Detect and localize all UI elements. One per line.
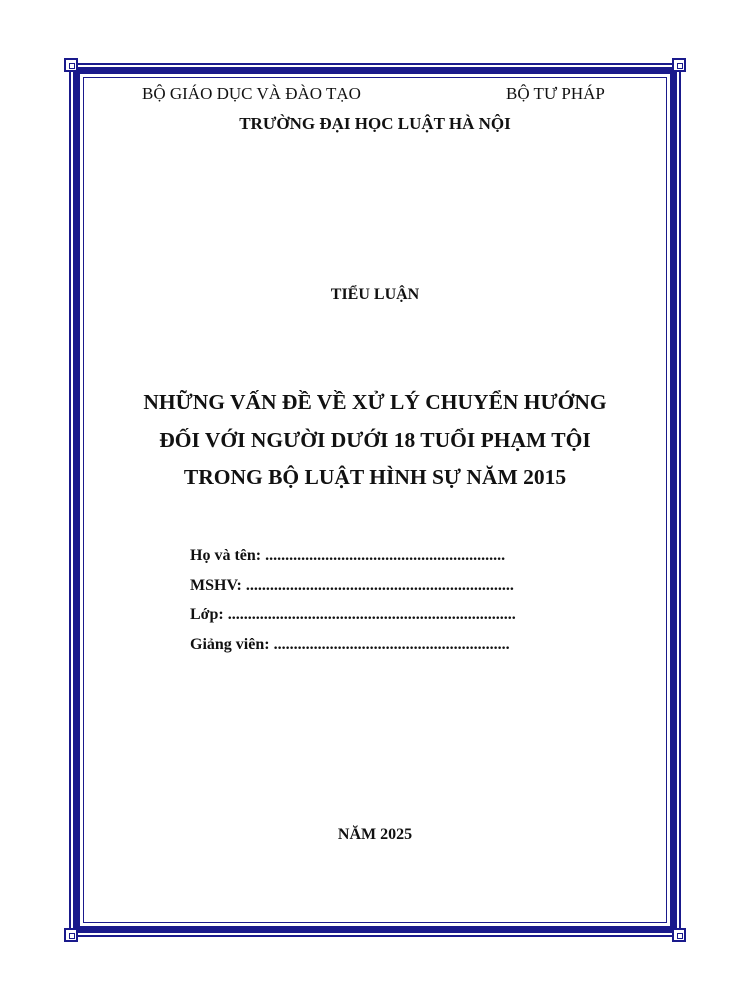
essay-title-line-1: NHỮNG VẤN ĐỀ VỀ XỬ LÝ CHUYỂN HƯỚNG bbox=[143, 390, 607, 414]
info-field-name bbox=[190, 547, 505, 565]
info-value-student-id: ................................................................... bbox=[245, 577, 514, 594]
page-border-inner bbox=[83, 77, 667, 923]
essay-title-line-2: ĐỐI VỚI NGƯỜI DƯỚI 18 TUỔI PHẠM TỘI bbox=[159, 428, 591, 452]
info-label-student-id: MSHV: bbox=[190, 577, 242, 594]
ministry-justice: BỘ TƯ PHÁP bbox=[506, 84, 605, 103]
university-name: TRƯỜNG ĐẠI HỌC LUẬT HÀ NỘI bbox=[239, 114, 511, 133]
document-type: TIỂU LUẬN bbox=[330, 286, 420, 303]
info-field-lecturer bbox=[190, 636, 510, 654]
info-value-lecturer: ........................................................... bbox=[273, 636, 510, 653]
essay-title-line-3: TRONG BỘ LUẬT HÌNH SỰ NĂM 2015 bbox=[183, 465, 567, 489]
info-label-lecturer: Giảng viên: bbox=[190, 636, 270, 653]
ministry-education: BỘ GIÁO DỤC VÀ ĐÀO TẠO bbox=[142, 84, 361, 103]
info-field-student-id bbox=[190, 577, 514, 595]
info-value-name: ............................................................ bbox=[265, 547, 506, 564]
corner-ornament-top-right bbox=[672, 58, 686, 72]
info-field-class bbox=[190, 606, 516, 624]
corner-ornament-bottom-left bbox=[64, 928, 78, 942]
info-value-class: ........................................................................ bbox=[227, 606, 516, 623]
corner-ornament-bottom-right bbox=[672, 928, 686, 942]
year-label: NĂM 2025 bbox=[337, 826, 413, 843]
info-label-class: Lớp: bbox=[190, 606, 224, 623]
info-label-name: Họ và tên: bbox=[190, 547, 262, 564]
corner-ornament-top-left bbox=[64, 58, 78, 72]
